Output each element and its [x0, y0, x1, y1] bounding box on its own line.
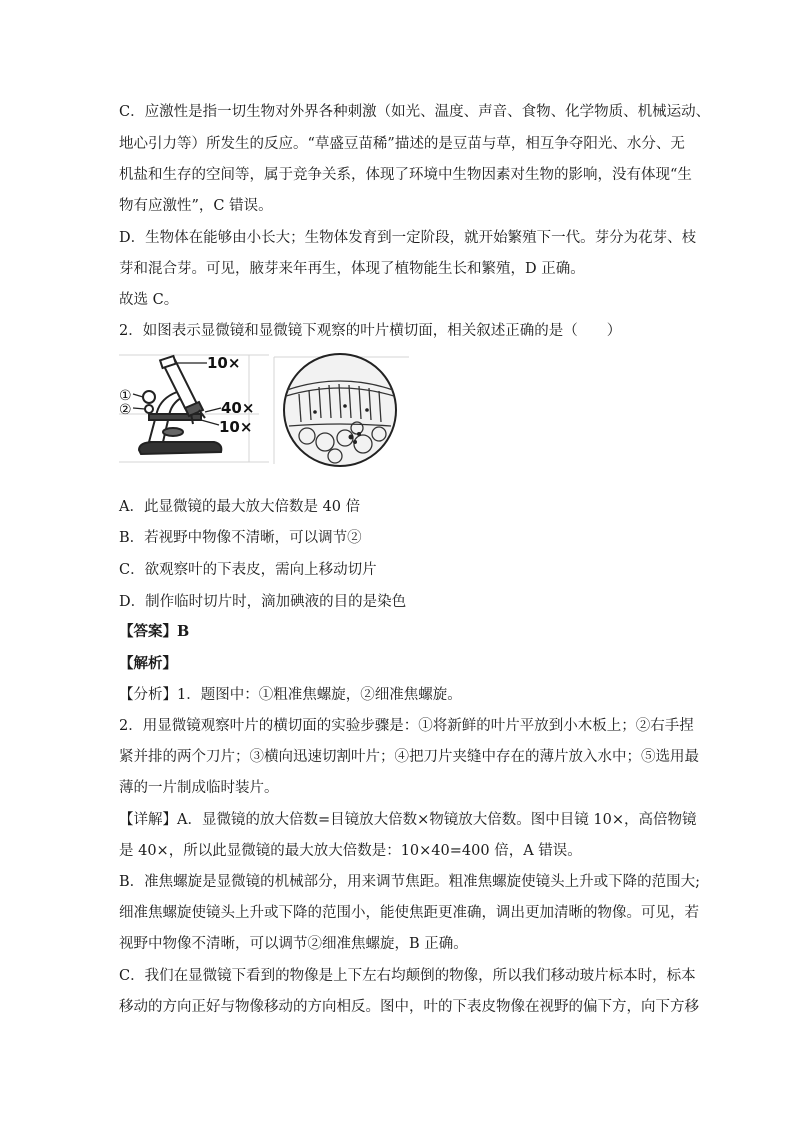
- question-2-stem: 2．如图表示显微镜和显微镜下观察的叶片横切面，相关叙述正确的是（ ）: [119, 323, 622, 339]
- explanation-c-line-1: C．应激性是指一切生物对外界各种刺激（如光、温度、声音、食物、化学物质、机械运动、: [119, 104, 711, 120]
- field-of-view-icon: [284, 354, 396, 466]
- detail-c-line-2: 移动的方向正好与物像移动的方向相反。图中，叶的下表皮物像在视野的偏下方，向下方移: [119, 999, 699, 1015]
- analysis-heading: 【解析】: [119, 655, 177, 672]
- answer-line: 【答案】B: [119, 623, 190, 640]
- option-b: B．若视野中物像不清晰，可以调节②: [119, 530, 362, 546]
- detail-b-line-2: 细准焦螺旋使镜头上升或下降的范围小，能使焦距更准确，调出更加清晰的物像。可见，若: [119, 905, 699, 921]
- selection-line: 故选 C。: [119, 292, 179, 308]
- explanation-c-line-3: 机盐和生存的空间等，属于竞争关系，体现了环境中生物因素对生物的影响，没有体现“生: [119, 167, 692, 183]
- coarse-knob-marker: ①: [119, 388, 132, 404]
- option-c: C．欲观察叶的下表皮，需向上移动切片: [119, 562, 377, 578]
- explanation-d-line-1: D．生物体在能够由小长大；生物体发育到一定阶段，就开始繁殖下一代。芽分为花芽、枝: [119, 230, 697, 246]
- detail-b-line-3: 视野中物像不清晰，可以调节②细准焦螺旋，B 正确。: [119, 936, 468, 952]
- analysis-step-line-2: 紧并排的两个刀片；③横向迅速切割叶片；④把刀片夹缝中存在的薄片放入水中；⑤选用最: [119, 749, 699, 765]
- detail-a-line-1: 【详解】A．显微镜的放大倍数=目镜放大倍数×物镜放大倍数。图中目镜 10×，高倍物镜: [119, 812, 697, 828]
- option-a: A．此显微镜的最大放大倍数是 40 倍: [119, 499, 361, 515]
- option-d: D．制作临时切片时，滴加碘液的目的是染色: [119, 594, 407, 610]
- explanation-d-line-2: 芽和混合芽。可见，腋芽来年再生，体现了植物能生长和繁殖，D 正确。: [119, 261, 585, 277]
- objective-high-label: 40×: [221, 399, 255, 417]
- detail-b-line-1: B．准焦螺旋是显微镜的机械部分，用来调节焦距。粗准焦螺旋使镜头上升或下降的范围大;: [119, 874, 701, 890]
- eyepiece-label: 10×: [207, 354, 241, 372]
- fine-knob-marker: ②: [119, 402, 132, 418]
- explanation-c-line-2: 地心引力等）所发生的反应。“草盛豆苗稀”描述的是豆苗与草，相互争夺阳光、水分、无: [119, 136, 685, 152]
- analysis-step-line-1: 2．用显微镜观察叶片的横切面的实验步骤是：①将新鲜的叶片平放到小木板上；②右手捏: [119, 718, 694, 734]
- objective-low-label: 10×: [219, 418, 253, 436]
- analysis-step-line-3: 薄的一片制成临时装片。: [119, 780, 279, 796]
- explanation-c-line-4: 物有应激性”，C 错误。: [119, 198, 273, 214]
- analysis-line-1: 【分析】1．题图中：①粗准焦螺旋，②细准焦螺旋。: [119, 687, 462, 703]
- detail-c-line-1: C．我们在显微镜下看到的物像是上下左右均颠倒的物像，所以我们移动玻片标本时，标本: [119, 968, 696, 984]
- detail-a-line-2: 是 40×，所以此显微镜的最大放大倍数是：10×40=400 倍，A 错误。: [119, 843, 582, 859]
- microscope-figure: [119, 352, 409, 470]
- microscope-illustration: [119, 352, 409, 470]
